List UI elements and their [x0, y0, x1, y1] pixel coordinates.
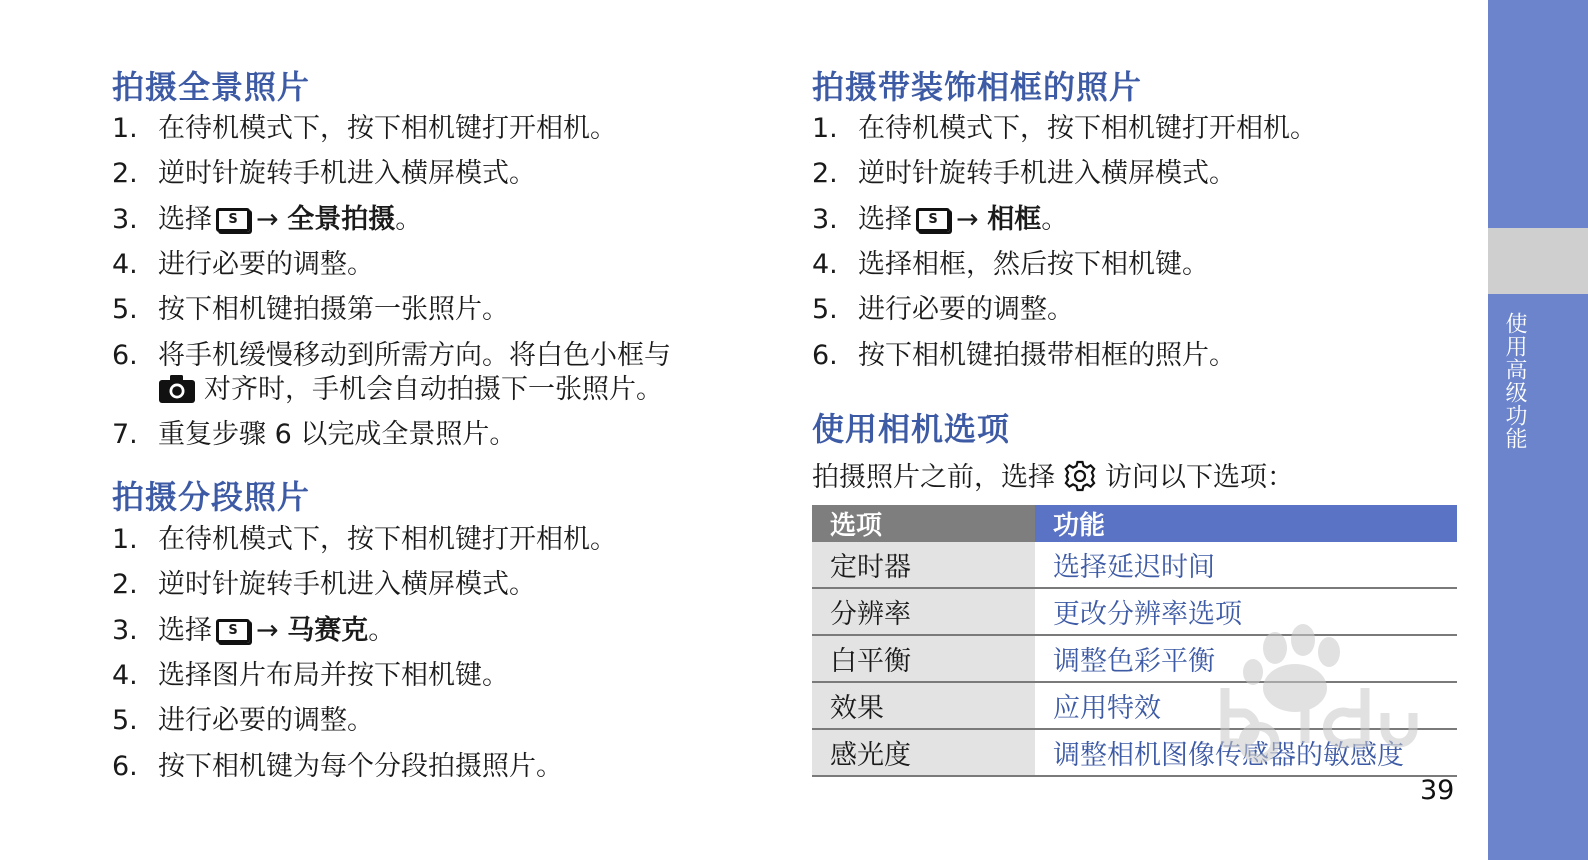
step: 7. 重复步骤 6 以完成全景照片。 [112, 419, 517, 450]
step: 1. 在待机模式下，按下相机键打开相机。 [112, 113, 617, 144]
shooting-mode-icon: S [216, 208, 250, 232]
step: 5. 进行必要的调整。 [112, 705, 374, 736]
step: 6. 按下相机键拍摄带相框的照片。 [812, 340, 1236, 371]
step: 1. 在待机模式下，按下相机键打开相机。 [812, 113, 1317, 144]
gear-icon [1063, 459, 1097, 500]
option-function-cell: 选择延迟时间 [1035, 542, 1457, 588]
step: 5. 按下相机键拍摄第一张照片。 [112, 294, 509, 325]
camera-icon [158, 374, 196, 413]
step: 4. 进行必要的调整。 [112, 249, 374, 280]
menu-option-label: 相框 [987, 204, 1042, 235]
step: 6. 按下相机键为每个分段拍摄照片。 [112, 751, 563, 782]
page-number: 39 [1420, 775, 1455, 806]
option-function-cell: 更改分辨率选项 [1035, 588, 1457, 635]
shooting-mode-icon: S [216, 619, 250, 643]
menu-option-label: 全景拍摄 [287, 204, 396, 235]
column-header: 功能 [1035, 505, 1457, 542]
table-header-row [812, 505, 1457, 542]
step: 3. 选择 S → 马赛克。 [112, 615, 396, 646]
section-title-camera-options: 使用相机选项 [812, 410, 1011, 448]
option-function-cell: 调整相机图像传感器的敏感度 [1035, 729, 1457, 776]
step: 4. 选择图片布局并按下相机键。 [112, 660, 509, 691]
chapter-tab-marker [1488, 228, 1588, 294]
table-row [812, 542, 1457, 588]
section-title-frame: 拍摄带装饰相框的照片 [812, 68, 1143, 106]
step: 1. 在待机模式下，按下相机键打开相机。 [112, 524, 617, 555]
section-title-panorama: 拍摄全景照片 [112, 68, 311, 106]
option-name-cell: 定时器 [812, 542, 1035, 588]
step: 2. 逆时针旋转手机进入横屏模式。 [112, 158, 536, 189]
baidu-watermark-logo [1115, 618, 1475, 792]
step-continuation: 对齐时，手机会自动拍摄下一张照片。 [158, 373, 663, 413]
options-intro: 拍摄照片之前，选择 访问以下选项： [812, 455, 1294, 500]
step: 3. 选择 S → 全景拍摄。 [112, 204, 423, 235]
option-name-cell: 白平衡 [812, 635, 1035, 682]
step: 2. 逆时针旋转手机进入横屏模式。 [812, 158, 1236, 189]
step: 2. 逆时针旋转手机进入横屏模式。 [112, 569, 536, 600]
column-header: 选项 [812, 505, 1035, 542]
step: 3. 选择 S → 相框。 [812, 204, 1069, 235]
option-function-cell: 应用特效 [1035, 682, 1457, 729]
step: 5. 进行必要的调整。 [812, 294, 1074, 325]
section-title-mosaic: 拍摄分段照片 [112, 478, 311, 516]
step: 6. 将手机缓慢移动到所需方向。将白色小框与 [112, 340, 671, 371]
step: 4. 选择相框，然后按下相机键。 [812, 249, 1209, 280]
chapter-tab-label: 使用高级功能 [1502, 312, 1527, 450]
option-name-cell: 分辨率 [812, 588, 1035, 635]
option-function-cell: 调整色彩平衡 [1035, 635, 1457, 682]
shooting-mode-icon: S [916, 208, 950, 232]
option-name-cell: 效果 [812, 682, 1035, 729]
menu-option-label: 马赛克 [287, 615, 369, 646]
option-name-cell: 感光度 [812, 729, 1035, 776]
